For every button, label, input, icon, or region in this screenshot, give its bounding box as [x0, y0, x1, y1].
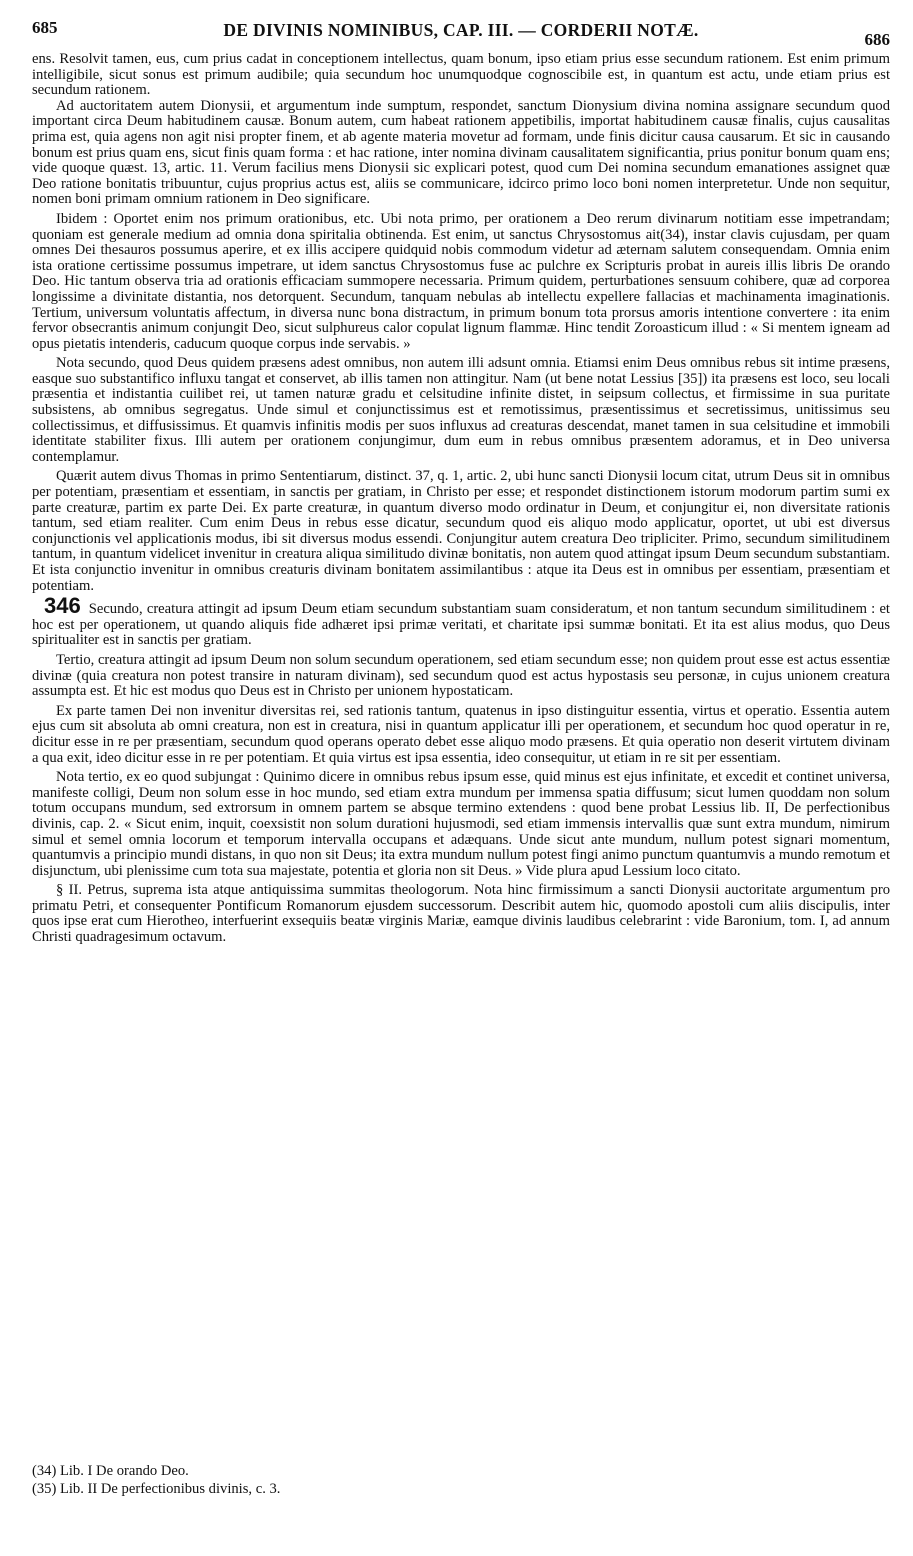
footnote-34: (34) Lib. I De orando Deo.: [32, 1463, 189, 1479]
paragraph-10: § II. Petrus, suprema ista atque antiquissima summitas theologorum. Nota hinc firmissimum a sancti Dionysii auctoritate argumentum pro primatu Petri, et consequenter Pontificum Romanorum ejusdem successorum. Describit autem hic, quomodo apostoli cum aliis discipulis, inter quos ipse erat cum Hierotheo, interfuerint exsequiis beatæ virginis Mariæ, eamque divinis laudibus celebrarint : vide Baronium, tom. I, ad annum Christi quadragesimum octavum.: [32, 882, 890, 946]
body-text: [32, 52, 890, 946]
running-header: [32, 12, 890, 52]
footnote-35: (35) Lib. II De perfectionibus divinis, c. 3.: [32, 1481, 281, 1497]
paragraph-8: Ex parte tamen Dei non invenitur diversitas rei, sed rationis tantum, quatenus in ipso distinguitur essentia, virtus et operatio. Essentia autem ejus cum sit absoluta ab omni creatura, non est in creatura, nisi in quantum applicatur illi per operationem, et secundum hoc quod operatur in re, dicitur esse in re per præsentiam, secundum quod operans operato debet esse aliquo modo præsens. Et quia operatio non deserit virtutem divinam a qua exit, ideo dicitur esse in re per potentiam. Et quia virtus est ipsa essentia, ideo consequitur, ut etiam in re sit per essentiam.: [32, 702, 890, 766]
paragraph-6-text: Secundo, creatura attingit ad ipsum Deum etiam secundum substantiam suam consideratum, et non tantum secundum similitudinem : et hoc est per operationem, ut quando aliquis fide adhæret ipsi primæ veritati, et charitate ipsi summæ bonitati. Et ita est alius modus, quo Deus spiritualiter est in sanctis per gratiam.: [32, 601, 890, 649]
paragraph-3: Ibidem : Oportet enim nos primum orationibus, etc. Ubi nota primo, per orationem a Deo rerum divinarum notitiam esse impetrandam; quoniam est generale medium ad omnia dona spiritalia obtinenda. Est enim, ut sanctus Chrysostomus ait(34), instar clavis cujusdam, per quam omnes Dei thesauros possumus aperire, et ex illis accipere quidquid nobis commodum videtur ad æternam salutem consequendam. Omnia enim ista oratione certissime possumus impetrare, ut idem sanctus Chrysostomus fuse ac pulchre ex Scripturis probat in aureis illis libris De orando Deo. Hic tantum observa tria ad orationis efficaciam summopere necessaria. Primum quidem, perturbationes sensuum cohibere, quæ ad corporea longissime a divinitate distantia, nos detorquent. Secundum, tanquam nebulas ab intellectu expellere fallacias et machinamenta imaginationis. Tertium, universum voluntatis affectum, in diversa nunc bona distractum, in primum bonum tota prorsus amoris intentione convertere : ita enim fervor obsecrantis animum conjungit Deo, sicut sulphureus calor copulat lignum flammæ. Hinc tendit Zoroasticum illud : « Si mentem igneam ad opus pietatis intenderis, caducum quoque corpus inde servabis. »: [32, 210, 890, 352]
paragraph-2: Ad auctoritatem autem Dionysii, et argumentum inde sumptum, respondet, sanctum Dionysium divina nomina assignare secundum quod important circa Deum habitudinem causæ. Bonum autem, cum habeat rationem appetibilis, importat habitudinem causæ finalis, cujus causalitas prima est, quia agens non agit nisi propter finem, et ab agente materia movetur ad formam, unde finis dicitur causa causarum. Et sic in causando bonum est prius quam ens, sicut finis quam forma : et hac ratione, inter nomina divinam causalitatem significantia, prius ponitur bonum quam ens; vide quoque quæst. 13, artic. 11. Verum facilius mens Dionysii sic explicari potest, quod cum Dei nomina secundum emanationes assignet quæ Deo ratione bonitatis tribuuntur, cujus proprius actus est, aliis se communicare, idcirco primo loco boni nomen interpretetur. Unde non sequitur, nomen boni primam omnium rationem in Deo significare.: [32, 97, 890, 208]
footnotes: [32, 1462, 280, 1498]
page: [32, 12, 890, 1497]
paragraph-7: Tertio, creatura attingit ad ipsum Deum non solum secundum operationem, sed etiam secundum esse; non quidem prout esse est actus essentiæ divinæ (quia creatura non potest transire in naturam divinam), sed secundum quod est actus hypostasis seu personæ, in cujus unionem creatura assumpta est. Et hic est modus quo Deus est in Christo per unionem hypostaticam.: [32, 651, 890, 700]
section-number: 346: [44, 593, 81, 619]
paragraph-9: Nota tertio, ex eo quod subjungat : Quinimo dicere in omnibus rebus ipsum esse, quid minus est ejus infinitate, et excedit et continet universa, manifeste colligi, Deum non solum esse in hoc mundo, sed etiam extra mundum per immensa spatia diffusum; sicut lumen quoddam non solum totum occupans mundum, sed extrorsum in omnem partem se absque termino extendens : quod bene probat Lessius lib. II, De perfectionibus divinis, cap. 2. « Sicut enim, inquit, coexsistit non solum durationi hujusmodi, sed etiam immensis intervallis quæ sunt extra mundum, nimirum simul et semel omnia locorum et temporum intervalla occupans et adæquans. Unde sicut ante mundum, nullum potest signari momentum, quantumvis a principio mundi distans, in quo non sit Deus; ita extra mundum nullum potest fingi animo punctum quantumvis a mundo remotum et disjunctum, ubi plenissime cum tota sua majestate, potentia et gloria non sit Deus. » Vide plura apud Lessium loco citato.: [32, 769, 890, 879]
paragraph-5: Quærit autem divus Thomas in primo Sententiarum, distinct. 37, q. 1, artic. 2, ubi hunc sancti Dionysii locum citat, utrum Deus sit in omnibus per potentiam, præsentiam et essentiam, in sanctis per gratiam, in Christo per esse; et respondet distinctionem istorum modorum partim sumi ex parte creaturæ, partim ex parte Dei. Ex parte creaturæ, in quantum diverso modo ordinatur in Deum, et conjungitur ei, non diversitate rationis tantum, sed etiam realiter. Cum enim Deus in rebus esse dicatur, secundum quod eis aliquo modo applicatur, oportet, ut ubi est diversus conjunctionis vel applicationis modus, ibi sit diversus modus essendi. Conjungitur autem creatura Deo tripliciter. Primo, secundum similitudinem tantum, in quantum videlicet invenitur in creatura aliqua similitudo divinæ bonitatis, non autem quod attingat ipsum Deum secundum substantiam. Et ista conjunctio invenitur in omnibus creaturis divinam bonitatem assimilantibus : atque ita Deus est in omnibus per essentiam, præsentiam et potentiam.: [32, 468, 890, 594]
running-title: DE DIVINIS NOMINIBUS, CAP. III. — CORDERII NOTÆ.: [223, 20, 699, 40]
paragraph-1: ens. Resolvit tamen, eus, cum prius cadat in conceptionem intellectus, quam bonum, ipso etiam prius esse secundum rationem. Est enim primum intelligibile, sicut sonus est primum audibile; quia secundum hoc unumquodque cognoscibile est, in quantum est actu, unde etiam prius est secundum rationem.: [32, 51, 890, 99]
page-number-left: 685: [32, 18, 58, 37]
page-number-right: 686: [864, 30, 890, 49]
paragraph-6: [32, 593, 890, 649]
paragraph-4: Nota secundo, quod Deus quidem præsens adest omnibus, non autem illi adsunt omnia. Etiamsi enim Deus omnibus rebus sit intime præsens, easque suo substantifico influxu tangat et conservet, ab illis tamen non attingitur. Nam (ut bene notat Lessius [35]) ita præsens est loco, seu locali præsentia et indistantia cuilibet rei, ut tamen naturæ gradu et celsitudine infinite distet, in seipsum collectus, et firmissime in sua puritate subsistens, ab omnibus segregatus. Unde simul et conjunctissimus est et remotissimus, præsentissimus et secretissimus, unitissimus seu collectissimus, et diffusissimus. Et quamvis infinitis modis per suos influxus ad creaturas descendat, manet tamen in sua celsitudine et immobili identitate stabiliter fixus. Illi autem per orationem conjungimur, dum eum in rebus omnibus præsentem adoramus, et in Deo universa contemplamur.: [32, 355, 890, 465]
